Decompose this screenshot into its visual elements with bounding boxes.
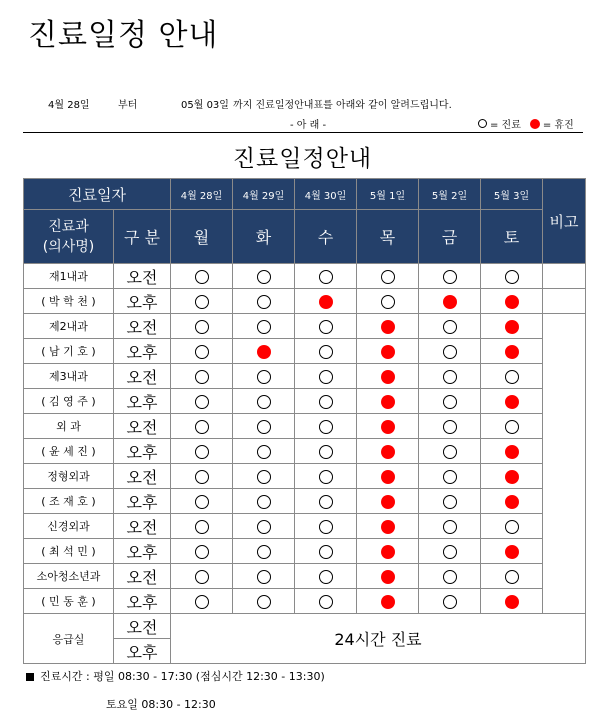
schedule-cell xyxy=(295,514,357,539)
hours-weekday xyxy=(26,668,325,684)
am-label: 오전 xyxy=(114,314,171,339)
day-cell: 금 xyxy=(419,210,481,264)
open-circle-icon xyxy=(195,320,209,334)
closed-dot-icon xyxy=(381,470,395,484)
dept-name: 정형외과 xyxy=(24,464,114,489)
closed-dot-icon xyxy=(381,570,395,584)
legend-open-label: = 진료 xyxy=(490,120,521,131)
dept-header xyxy=(24,210,114,264)
schedule-cell xyxy=(481,364,543,389)
dept-header-line2: (의사명) xyxy=(42,238,95,255)
schedule-body xyxy=(24,264,586,664)
open-circle-icon xyxy=(443,595,457,609)
note-cell xyxy=(543,289,586,314)
schedule-cell xyxy=(233,339,295,364)
hours-saturday: 토요일 08:30 - 12:30 xyxy=(106,698,216,711)
am-label: 오전 xyxy=(114,464,171,489)
schedule-cell xyxy=(419,464,481,489)
open-circle-icon xyxy=(443,445,457,459)
dept-name: 외 과 xyxy=(24,414,114,439)
schedule-cell xyxy=(481,414,543,439)
dept-name: 소아청소년과 xyxy=(24,564,114,589)
schedule-cell xyxy=(171,464,233,489)
open-circle-icon xyxy=(257,495,271,509)
open-circle-icon xyxy=(319,570,333,584)
closed-dot-icon xyxy=(505,545,519,559)
open-circle-icon xyxy=(443,545,457,559)
open-circle-icon xyxy=(195,545,209,559)
schedule-cell xyxy=(233,564,295,589)
notice-below: - 아 래 - xyxy=(290,120,327,131)
open-circle-icon xyxy=(443,520,457,534)
table-row xyxy=(24,614,586,639)
dept-name: 제3내과 xyxy=(24,364,114,389)
schedule-cell xyxy=(171,364,233,389)
doctor-name: ( 김 영 주 ) xyxy=(24,389,114,414)
pm-label: 오후 xyxy=(114,389,171,414)
schedule-cell xyxy=(357,414,419,439)
schedule-cell xyxy=(295,489,357,514)
schedule-cell xyxy=(233,539,295,564)
pm-label: 오후 xyxy=(114,589,171,614)
schedule-cell xyxy=(481,389,543,414)
notice-from-date: 4월 28일 xyxy=(48,100,90,111)
table-row xyxy=(24,539,586,564)
open-circle-icon xyxy=(257,520,271,534)
schedule-cell xyxy=(481,339,543,364)
schedule-cell xyxy=(233,414,295,439)
closed-dot-icon xyxy=(381,445,395,459)
schedule-cell xyxy=(171,489,233,514)
schedule-cell xyxy=(357,564,419,589)
closed-dot-icon xyxy=(530,119,540,129)
table-row xyxy=(24,464,586,489)
open-circle-icon xyxy=(257,570,271,584)
open-circle-icon xyxy=(505,270,519,284)
schedule-cell xyxy=(233,589,295,614)
legend xyxy=(478,116,574,131)
date-cell: 4월 29일 xyxy=(233,179,295,210)
open-circle-icon xyxy=(195,595,209,609)
pm-label: 오후 xyxy=(114,489,171,514)
schedule-cell xyxy=(233,289,295,314)
open-circle-icon xyxy=(195,370,209,384)
table-row xyxy=(24,364,586,389)
emergency-name: 응급실 xyxy=(24,614,114,664)
schedule-cell xyxy=(419,589,481,614)
closed-dot-icon xyxy=(381,370,395,384)
closed-dot-icon xyxy=(505,495,519,509)
bullet-square-icon xyxy=(26,673,34,681)
closed-dot-icon xyxy=(381,595,395,609)
note-cell xyxy=(543,264,586,289)
open-circle-icon xyxy=(443,270,457,284)
schedule-cell xyxy=(233,464,295,489)
schedule-cell xyxy=(357,389,419,414)
date-cell: 5월 2일 xyxy=(419,179,481,210)
pm-label: 오후 xyxy=(114,289,171,314)
day-cell: 화 xyxy=(233,210,295,264)
open-circle-icon xyxy=(319,520,333,534)
doctor-name: ( 윤 세 진 ) xyxy=(24,439,114,464)
schedule-cell xyxy=(171,539,233,564)
open-circle-icon xyxy=(319,495,333,509)
schedule-cell xyxy=(419,389,481,414)
am-label: 오전 xyxy=(114,414,171,439)
doctor-name: ( 민 동 훈 ) xyxy=(24,589,114,614)
schedule-cell xyxy=(357,339,419,364)
table-row xyxy=(24,339,586,364)
day-cell: 목 xyxy=(357,210,419,264)
open-circle-icon xyxy=(319,470,333,484)
am-label: 오전 xyxy=(114,364,171,389)
schedule-cell xyxy=(357,464,419,489)
schedule-cell xyxy=(481,289,543,314)
table-row xyxy=(24,439,586,464)
schedule-cell xyxy=(295,264,357,289)
open-circle-icon xyxy=(505,370,519,384)
schedule-cell xyxy=(419,514,481,539)
schedule-cell xyxy=(357,264,419,289)
closed-dot-icon xyxy=(505,595,519,609)
table-row xyxy=(24,264,586,289)
doctor-name: ( 박 학 천 ) xyxy=(24,289,114,314)
notice-message: 까지 진료일정안내표를 아래와 같이 알려드립니다. xyxy=(233,100,452,111)
schedule-cell xyxy=(295,539,357,564)
schedule-cell xyxy=(481,564,543,589)
schedule-cell xyxy=(171,414,233,439)
schedule-cell xyxy=(233,489,295,514)
day-cell: 월 xyxy=(171,210,233,264)
notice-to-date: 05월 03일 xyxy=(181,100,229,111)
table-row xyxy=(24,414,586,439)
schedule-cell xyxy=(295,589,357,614)
schedule-cell xyxy=(171,439,233,464)
open-circle-icon xyxy=(195,395,209,409)
open-circle-icon xyxy=(443,395,457,409)
open-circle-icon xyxy=(443,495,457,509)
schedule-cell xyxy=(295,414,357,439)
table-row xyxy=(24,289,586,314)
closed-dot-icon xyxy=(319,295,333,309)
schedule-cell xyxy=(481,464,543,489)
open-circle-icon xyxy=(505,420,519,434)
schedule-cell xyxy=(233,314,295,339)
schedule-cell xyxy=(295,314,357,339)
schedule-cell xyxy=(481,514,543,539)
schedule-cell xyxy=(357,589,419,614)
open-circle-icon xyxy=(257,445,271,459)
doctor-name: ( 최 석 민 ) xyxy=(24,539,114,564)
schedule-cell xyxy=(171,264,233,289)
closed-dot-icon xyxy=(505,345,519,359)
hours-weekday-text: 진료시간 : 평일 08:30 - 17:30 (점심시간 12:30 - 13:30) xyxy=(40,670,325,683)
am-label: 오전 xyxy=(114,614,171,639)
open-circle-icon xyxy=(257,595,271,609)
schedule-cell xyxy=(357,539,419,564)
open-circle-icon xyxy=(319,420,333,434)
table-row xyxy=(24,589,586,614)
closed-dot-icon xyxy=(505,395,519,409)
schedule-cell xyxy=(357,314,419,339)
schedule-cell xyxy=(419,264,481,289)
open-circle-icon xyxy=(319,395,333,409)
schedule-cell xyxy=(171,389,233,414)
type-header: 구 분 xyxy=(114,210,171,264)
open-circle-icon xyxy=(257,470,271,484)
closed-dot-icon xyxy=(505,470,519,484)
dept-header-line1: 진료과 xyxy=(48,218,89,235)
dept-name: 신경외과 xyxy=(24,514,114,539)
open-circle-icon xyxy=(505,570,519,584)
legend-closed-label: = 휴진 xyxy=(542,120,574,131)
schedule-cell xyxy=(357,364,419,389)
divider xyxy=(23,132,583,133)
closed-dot-icon xyxy=(381,345,395,359)
schedule-cell xyxy=(481,439,543,464)
open-circle-icon xyxy=(195,295,209,309)
open-circle-icon xyxy=(443,345,457,359)
doctor-name: ( 남 기 호 ) xyxy=(24,339,114,364)
table-row xyxy=(24,314,586,339)
closed-dot-icon xyxy=(381,495,395,509)
notice-from-word: 부터 xyxy=(118,100,138,111)
date-cell: 4월 30일 xyxy=(295,179,357,210)
schedule-cell xyxy=(295,289,357,314)
open-circle-icon xyxy=(443,420,457,434)
schedule-cell xyxy=(481,264,543,289)
date-cell: 4월 28일 xyxy=(171,179,233,210)
date-cell: 5월 1일 xyxy=(357,179,419,210)
schedule-cell xyxy=(233,364,295,389)
schedule-cell xyxy=(419,314,481,339)
schedule-cell xyxy=(233,264,295,289)
schedule-cell xyxy=(419,439,481,464)
emergency-hours: 24시간 진료 xyxy=(171,614,586,664)
schedule-cell xyxy=(419,539,481,564)
table-row xyxy=(24,514,586,539)
open-circle-icon xyxy=(319,545,333,559)
schedule-cell xyxy=(295,464,357,489)
note-header: 비고 xyxy=(543,179,586,264)
schedule-cell xyxy=(419,414,481,439)
open-circle-icon xyxy=(257,545,271,559)
table-row xyxy=(24,489,586,514)
schedule-cell xyxy=(419,364,481,389)
schedule-cell xyxy=(419,339,481,364)
page-title: 진료일정 안내 xyxy=(28,18,219,53)
open-circle-icon xyxy=(443,470,457,484)
closed-dot-icon xyxy=(381,320,395,334)
schedule-cell xyxy=(171,289,233,314)
open-circle-icon xyxy=(257,270,271,284)
open-circle-icon xyxy=(257,395,271,409)
am-label: 오전 xyxy=(114,264,171,289)
open-circle-icon xyxy=(319,345,333,359)
date-cell: 5월 3일 xyxy=(481,179,543,210)
day-cell: 토 xyxy=(481,210,543,264)
schedule-cell xyxy=(419,564,481,589)
closed-dot-icon xyxy=(381,545,395,559)
schedule-cell xyxy=(295,364,357,389)
closed-dot-icon xyxy=(381,420,395,434)
pm-label: 오후 xyxy=(114,639,171,664)
doctor-name: ( 조 재 호 ) xyxy=(24,489,114,514)
closed-dot-icon xyxy=(505,295,519,309)
schedule-cell xyxy=(233,514,295,539)
open-circle-icon xyxy=(478,119,487,128)
schedule-cell xyxy=(233,439,295,464)
schedule-cell xyxy=(357,489,419,514)
open-circle-icon xyxy=(195,445,209,459)
open-circle-icon xyxy=(381,295,395,309)
schedule-table xyxy=(23,178,586,664)
table-row xyxy=(24,564,586,589)
open-circle-icon xyxy=(319,370,333,384)
schedule-cell xyxy=(295,439,357,464)
day-cell: 수 xyxy=(295,210,357,264)
open-circle-icon xyxy=(257,320,271,334)
schedule-cell xyxy=(295,564,357,589)
dept-name: 제2내과 xyxy=(24,314,114,339)
schedule-cell xyxy=(171,589,233,614)
open-circle-icon xyxy=(257,420,271,434)
dept-name: 재1내과 xyxy=(24,264,114,289)
closed-dot-icon xyxy=(381,395,395,409)
open-circle-icon xyxy=(195,470,209,484)
open-circle-icon xyxy=(195,495,209,509)
pm-label: 오후 xyxy=(114,339,171,364)
closed-dot-icon xyxy=(505,445,519,459)
schedule-cell xyxy=(481,539,543,564)
closed-dot-icon xyxy=(257,345,271,359)
schedule-cell xyxy=(357,289,419,314)
open-circle-icon xyxy=(319,595,333,609)
schedule-cell xyxy=(171,564,233,589)
pm-label: 오후 xyxy=(114,539,171,564)
closed-dot-icon xyxy=(381,520,395,534)
open-circle-icon xyxy=(257,370,271,384)
closed-dot-icon xyxy=(505,320,519,334)
schedule-cell xyxy=(419,489,481,514)
schedule-cell xyxy=(419,289,481,314)
open-circle-icon xyxy=(195,570,209,584)
open-circle-icon xyxy=(505,520,519,534)
am-label: 오전 xyxy=(114,564,171,589)
schedule-cell xyxy=(481,489,543,514)
open-circle-icon xyxy=(257,295,271,309)
open-circle-icon xyxy=(381,270,395,284)
table-row xyxy=(24,389,586,414)
open-circle-icon xyxy=(319,320,333,334)
open-circle-icon xyxy=(195,520,209,534)
open-circle-icon xyxy=(443,320,457,334)
schedule-cell xyxy=(357,514,419,539)
schedule-cell xyxy=(233,389,295,414)
schedule-cell xyxy=(481,589,543,614)
note-cell xyxy=(543,314,586,614)
open-circle-icon xyxy=(319,270,333,284)
open-circle-icon xyxy=(319,445,333,459)
am-label: 오전 xyxy=(114,514,171,539)
pm-label: 오후 xyxy=(114,439,171,464)
schedule-cell xyxy=(481,314,543,339)
schedule-cell xyxy=(295,389,357,414)
open-circle-icon xyxy=(195,270,209,284)
notice-line xyxy=(0,96,605,112)
closed-dot-icon xyxy=(443,295,457,309)
schedule-cell xyxy=(171,514,233,539)
schedule-cell xyxy=(295,339,357,364)
schedule-title: 진료일정안내 xyxy=(232,146,373,172)
schedule-cell xyxy=(357,439,419,464)
open-circle-icon xyxy=(195,420,209,434)
schedule-cell xyxy=(171,339,233,364)
open-circle-icon xyxy=(195,345,209,359)
schedule-cell xyxy=(171,314,233,339)
open-circle-icon xyxy=(443,570,457,584)
date-header: 진료일자 xyxy=(24,179,171,210)
open-circle-icon xyxy=(443,370,457,384)
